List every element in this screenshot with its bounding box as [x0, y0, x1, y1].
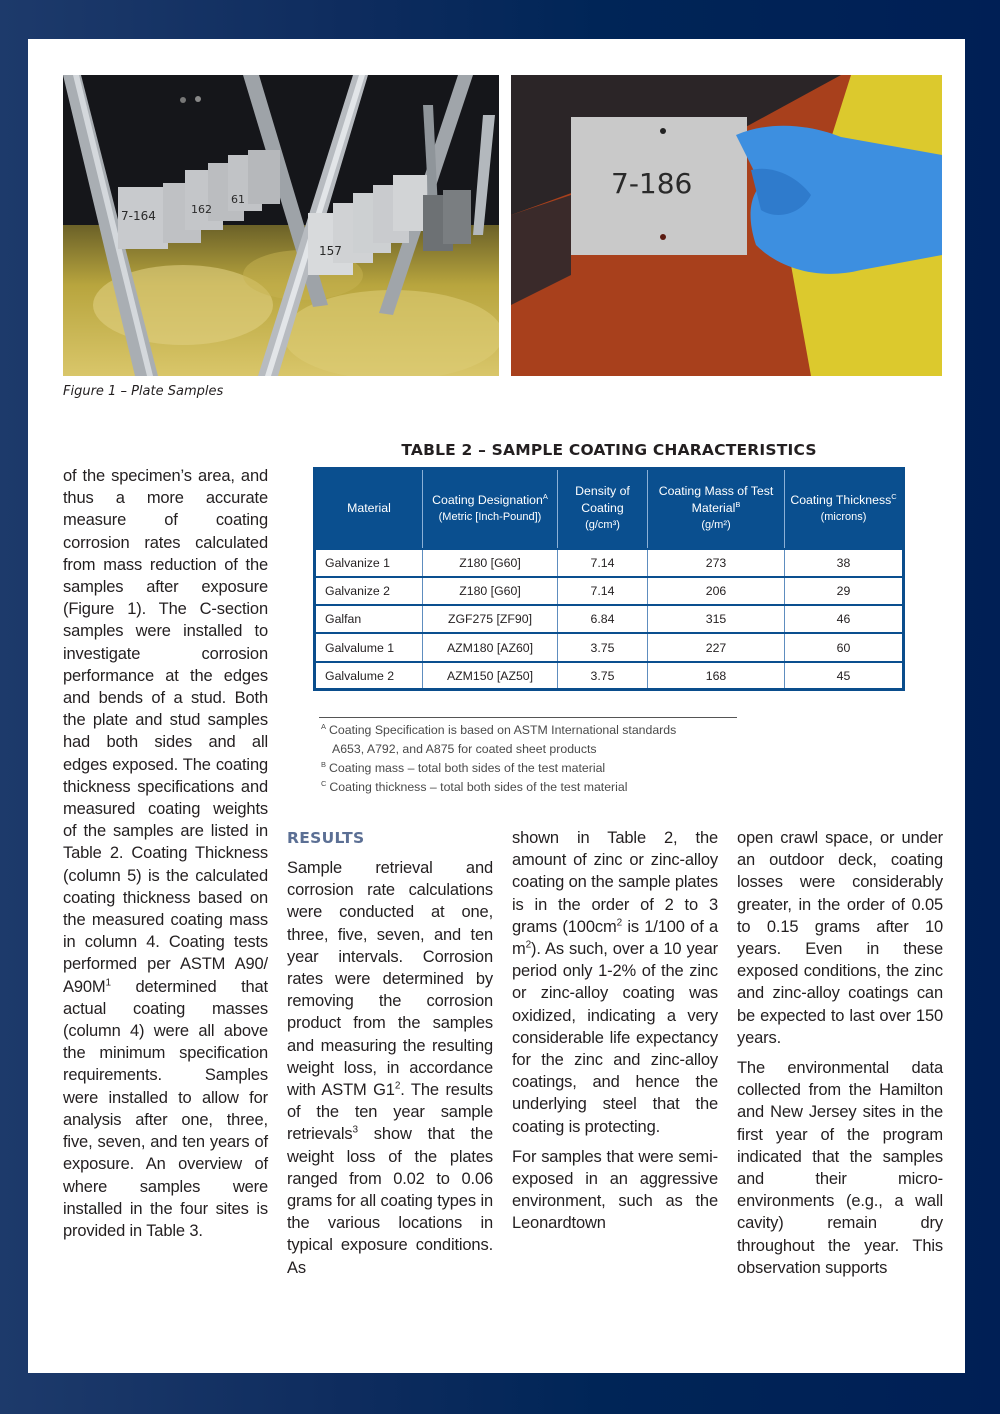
cell-designation: AZM150 [AZ50] — [423, 662, 558, 690]
cell-density: 7.14 — [558, 577, 648, 605]
svg-text:7-164: 7-164 — [121, 209, 156, 223]
photo-plate-samples-crawlspace — [63, 75, 499, 376]
cell-thickness: 45 — [785, 662, 904, 690]
footnote-a: $^A$ Coating Specification is based on ASTM International standards — [321, 721, 677, 737]
cell-designation: ZGF275 [ZF90] — [423, 605, 558, 633]
cell-density: 7.14 — [558, 549, 648, 577]
header-coating-mass: Coating Mass of Test Material$^B$ (g/m²) — [648, 469, 785, 549]
coating-characteristics-table — [313, 467, 905, 691]
cell-mass: 206 — [648, 577, 785, 605]
paragraph: Sample retrieval and corrosion rate calculations were conducted at one, three, five, seven, and ten year intervals. Corrosion rates were determined by removing the corrosion product from the samples and measuring the resulting weight loss, in accordance with ASTM $G1^2$. The results of the ten year sample retrievals$^3$ show that the weight loss of the plates ranged from 0.02 to 0.06 grams for all coating types in the various locations in typical exposure conditions. As — [287, 859, 493, 1277]
header-coating-designation: Coating Designation$^A$ (Metric [Inch-Pound]) — [423, 469, 558, 549]
paragraph: of the specimen’s area, and thus a more accurate measure of coating corrosion rates calculated from mass reduction of the samples after exposure (Figure 1). The C-section samples were installed to investigate corrosion performance at the edges and bends of a stud. Both the plate and stud samples had both sides and all edges exposed. The coating thickness specifications and measured coating weights of the samples are listed in Table 2. Coating Thickness (column 5) is the calculated coating thickness based on the measured coating mass in column 4. Coating tests performed per ASTM A90/ $A90M^1$ determined that actual coating masses (column 4) were all above the minimum specification requirements. Samples were installed to allow for analysis after one, three, five, seven, and ten years of exposure. An overview of where samples were installed in the four sites is provided in Table 3. — [63, 467, 268, 1240]
cell-mass: 227 — [648, 633, 785, 661]
gloved-hand-plate-image — [511, 75, 942, 376]
paragraph: For samples that were semi-exposed in an aggressive environment, such as the Leonardtown — [512, 1147, 718, 1233]
cell-thickness: 46 — [785, 605, 904, 633]
cell-mass: 273 — [648, 549, 785, 577]
cell-thickness: 38 — [785, 549, 904, 577]
cell-density: 3.75 — [558, 633, 648, 661]
table-row — [315, 633, 904, 661]
header-coating-thickness: Coating Thickness$^C$ (microns) — [785, 469, 904, 549]
footnote-c: $^C$ Coating thickness – total both sides of the test material — [321, 778, 628, 794]
table-row — [315, 605, 904, 633]
table-title: TABLE 2 – SAMPLE COATING CHARACTERISTICS — [401, 441, 817, 459]
paragraph: open crawl space, or under an outdoor deck, coating losses were considerably greater, in the order of 0.05 to 0.15 grams after 10 years. Even in these exposed conditions, the zinc and zinc-alloy coatings can be expected to last over 150 years. — [737, 829, 943, 1047]
cell-material: Galvanize 2 — [315, 577, 423, 605]
footnote-b: $^B$ Coating mass – total both sides of the test material — [321, 759, 606, 775]
cell-thickness: 29 — [785, 577, 904, 605]
table-row — [315, 549, 904, 577]
svg-text:157: 157 — [319, 244, 342, 258]
paragraph: The environmental data collected from the Hamilton and New Jersey sites in the first year of the program indicated that the samples and their micro-environments (e.g., a wall cavity) remain dry throughout the year. This observation supports — [737, 1059, 943, 1277]
paragraph: shown in Table 2, the amount of zinc or zinc-alloy coating on the sample plates is in the order of 2 to 3 grams ($100cm^2$ is 1/100 of a $m^2$). As such, over a 10 year period only 1-2% of the zinc or zinc-alloy coating was oxidized, indicating a very considerable life expectancy for the zinc and zinc-alloy coatings, and hence the underlying steel that the coating is protecting. — [512, 829, 718, 1136]
document-page — [28, 39, 965, 1373]
figure-caption: Figure 1 – Plate Samples — [63, 384, 224, 399]
cell-mass: 168 — [648, 662, 785, 690]
table-row — [315, 662, 904, 690]
results-heading: RESULTS — [287, 829, 365, 847]
cell-mass: 315 — [648, 605, 785, 633]
cell-material: Galfan — [315, 605, 423, 633]
table-header-row — [315, 469, 904, 549]
cell-density: 3.75 — [558, 662, 648, 690]
footnote-a-continued: A653, A792, and A875 for coated sheet products — [332, 742, 597, 756]
cell-density: 6.84 — [558, 605, 648, 633]
body-column-4 — [737, 827, 943, 1287]
body-column-1 — [63, 465, 268, 1250]
header-material: Material — [315, 469, 423, 549]
svg-text:61: 61 — [231, 193, 245, 206]
body-column-3 — [512, 827, 718, 1243]
svg-text:162: 162 — [191, 203, 212, 216]
cell-material: Galvalume 1 — [315, 633, 423, 661]
footnote-divider — [319, 717, 737, 718]
cell-thickness: 60 — [785, 633, 904, 661]
header-density: Density of Coating (g/cm³) — [558, 469, 648, 549]
table-row — [315, 577, 904, 605]
cell-designation: AZM180 [AZ60] — [423, 633, 558, 661]
cell-material: Galvanize 1 — [315, 549, 423, 577]
svg-text:7-186: 7-186 — [611, 167, 693, 200]
table-footnotes — [321, 721, 761, 797]
photo-plate-7-186 — [511, 75, 942, 376]
cell-designation: Z180 [G60] — [423, 549, 558, 577]
cell-designation: Z180 [G60] — [423, 577, 558, 605]
plate-samples-image — [63, 75, 499, 376]
body-column-2 — [287, 827, 493, 1287]
cell-material: Galvalume 2 — [315, 662, 423, 690]
